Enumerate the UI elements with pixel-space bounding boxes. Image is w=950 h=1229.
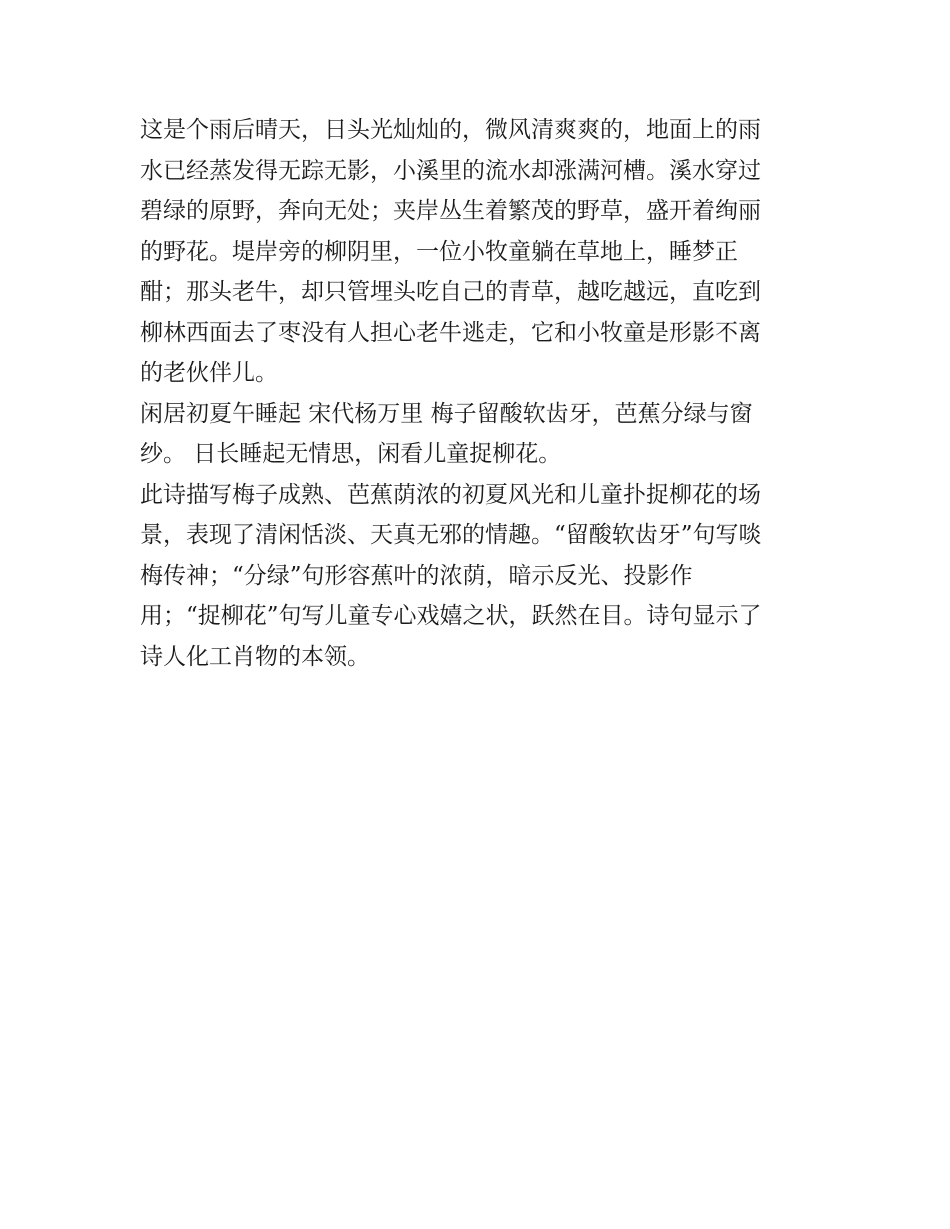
paragraph-poem [140, 394, 815, 475]
text-line: 酣；那头老牛，却只管埋头吃自己的青草，越吃越远，直吃到 [140, 279, 761, 305]
text-line: 这是个雨后晴天，日头光灿灿的，微风清爽爽的，地面上的雨 [140, 117, 761, 143]
paragraph-commentary [140, 475, 815, 678]
text-line: 闲居初夏午睡起 宋代杨万里 梅子留酸软齿牙，芭蕉分绿与窗 [140, 400, 753, 427]
text-line: 碧绿的原野，奔向无处；夹岸丛生着繁茂的野草，盛开着绚丽 [140, 198, 761, 224]
text-line: 柳林西面去了枣没有人担心老牛逃走，它和小牧童是形影不离 [140, 319, 761, 346]
text-line: 梅传神；“分绿”句形容蕉叶的浓荫，暗示反光、投影作 [140, 562, 693, 589]
text-line: 用；“捉柳花”句写儿童专心戏嬉之状，跃然在目。诗句显示了 [140, 603, 762, 629]
text-line: 的老伙伴儿。 [140, 360, 278, 386]
text-line: 诗人化工肖物的本领。 [140, 643, 370, 670]
text-line: 水已经蒸发得无踪无影，小溪里的流水却涨满河槽。溪水穿过 [140, 157, 761, 184]
text-line: 的野花。堤岸旁的柳阴里，一位小牧童躺在草地上，睡梦正 [140, 238, 738, 265]
text-line: 景，表现了清闲恬淡、天真无邪的情趣。“留酸软齿牙”句写啖 [140, 522, 762, 548]
paragraph-prose [140, 110, 815, 394]
text-line: 纱。 日长睡起无情思，闲看儿童捉柳花。 [140, 441, 562, 467]
document-body [140, 110, 815, 677]
text-line: 此诗描写梅子成熟、芭蕉荫浓的初夏风光和儿童扑捉柳花的场 [140, 481, 761, 508]
